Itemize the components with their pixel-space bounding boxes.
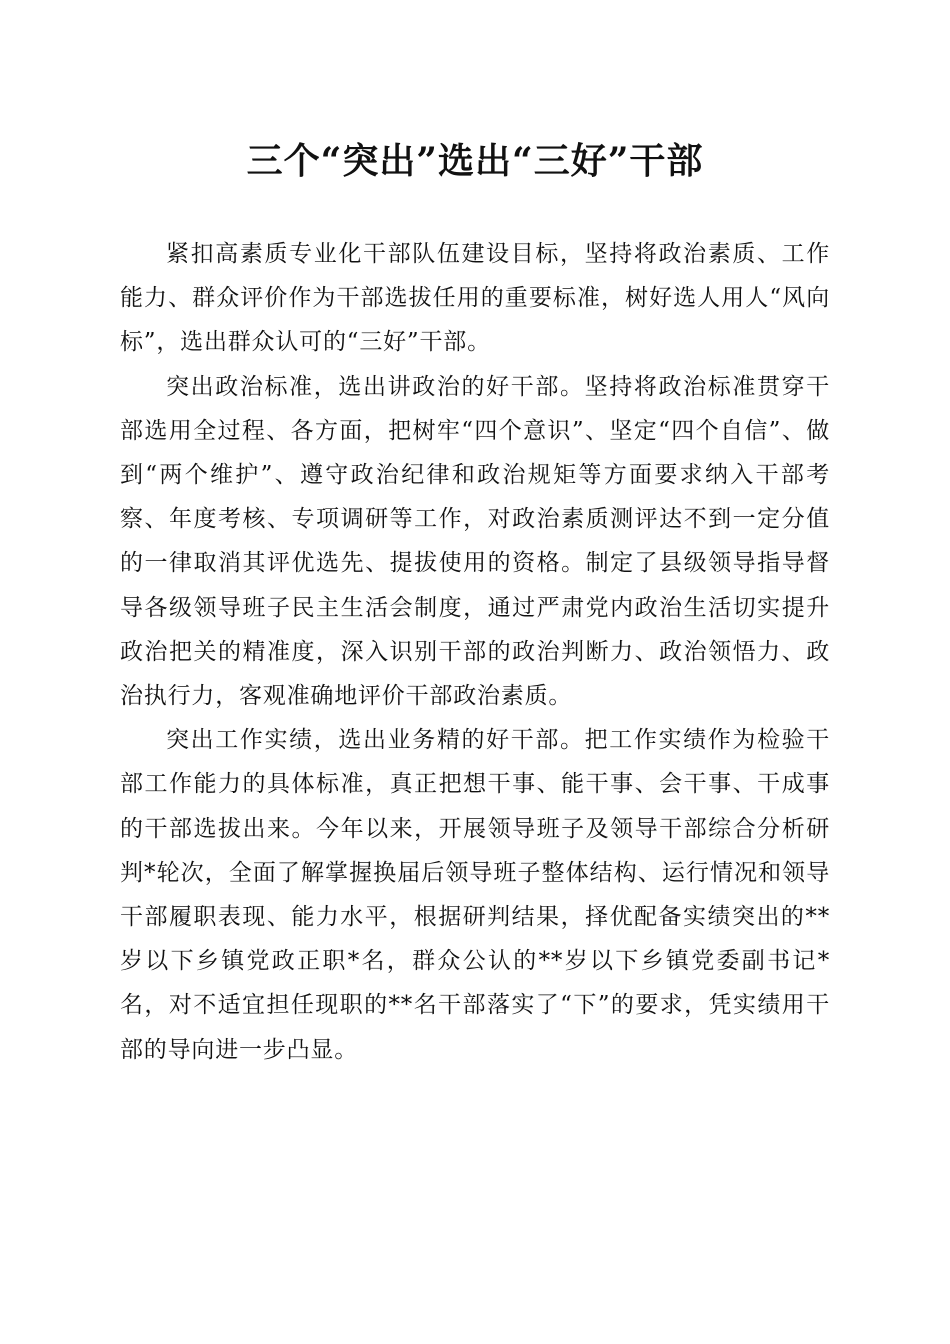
paragraph-intro: 紧扣高素质专业化干部队伍建设目标，坚持将政治素质、工作能力、群众评价作为干部选拔任用的重要标准，树好选人用人“风向标”，选出群众认可的“三好”干部。: [120, 241, 830, 356]
document-title: 三个“突出”选出“三好”干部: [246, 140, 704, 182]
paragraph-political-standard: 突出政治标准，选出讲政治的好干部。坚持将政治标准贯穿干部选用全过程、各方面，把树牢“四个意识”、坚定“四个自信”、做到“两个维护”、遵守政治纪律和政治规矩等方面要求纳入干部考察、年度考核、专项调研等工作，对政治素质测评达不到一定分值的一律取消其评优选先、提拔使用的资格。制定了县级领导指导督导各级领导班子民主生活会制度，通过严肃党内政治生活切实提升政治把关的精准度，深入识别干部的政治判断力、政治领悟力、政治执行力，客观准确地评价干部政治素质。: [120, 373, 830, 710]
paragraph-work-performance: 突出工作实绩，选出业务精的好干部。把工作实绩作为检验干部工作能力的具体标准，真正把想干事、能干事、会干事、干成事的干部选拔出来。今年以来，开展领导班子及领导干部综合分析研判*轮次，全面了解掌握换届后领导班子整体结构、运行情况和领导干部履职表现、能力水平，根据研判结果，择优配备实绩突出的**岁以下乡镇党政正职*名，群众公认的**岁以下乡镇党委副书记*名，对不适宜担任现职的**名干部落实了“下”的要求，凭实绩用干部的导向进一步凸显。: [120, 727, 830, 1063]
document-body: [120, 232, 830, 1072]
